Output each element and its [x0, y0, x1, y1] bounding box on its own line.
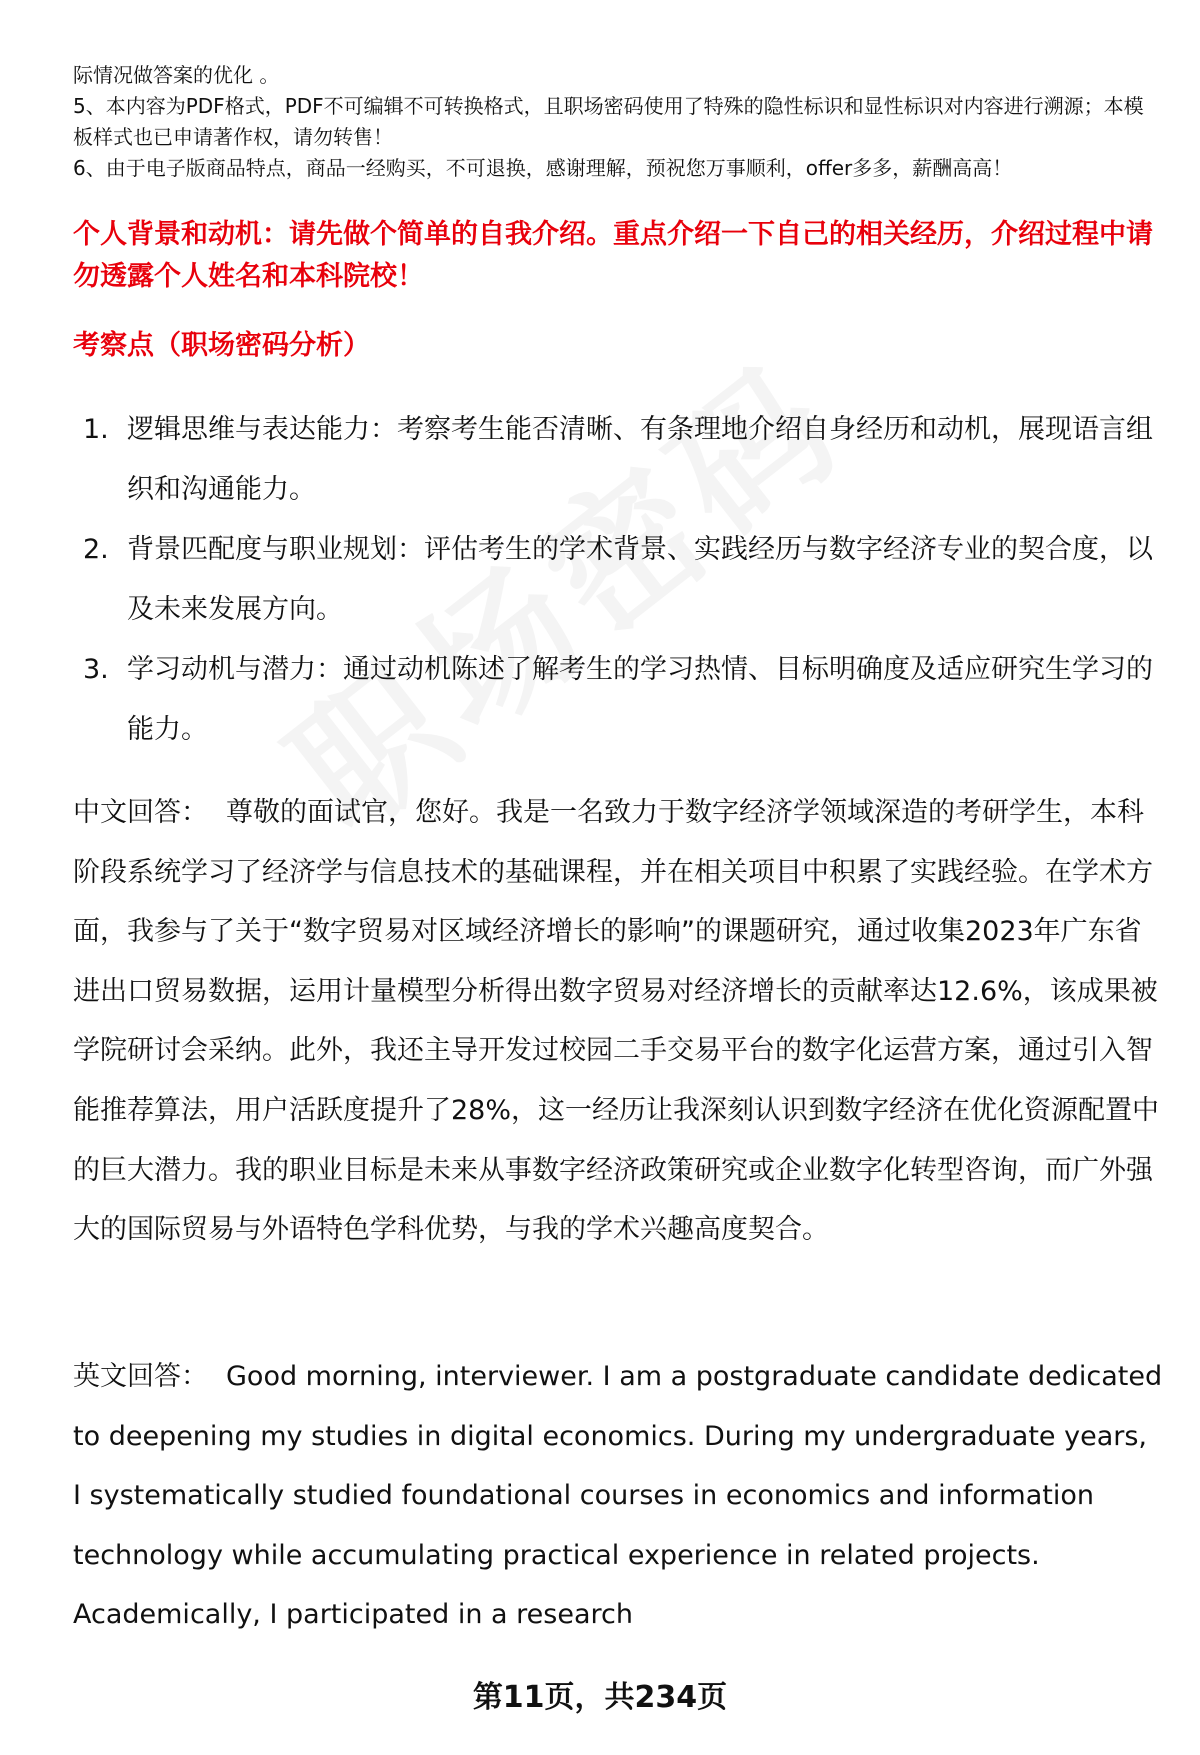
- list-item: [73, 400, 1163, 520]
- list-text: 逻辑思维与表达能力：考察考生能否清晰、有条理地介绍自身经历和动机，展现语言组织和沟通能力。: [127, 414, 1153, 505]
- english-answer-text: Good morning, interviewer. I am a postgraduate candidate dedicated to deepening my studies in digital economics. During my undergraduate years, I systematically studied foundational courses in economics and information technology while accumulating practical experience in related projects. Academically, I participated in a research: [73, 1361, 1163, 1631]
- background-heading: 个人背景和动机：请先做个简单的自我介绍。重点介绍一下自己的相关经历，介绍过程中请勿透露个人姓名和本科院校！: [73, 219, 1153, 292]
- list-item: [73, 640, 1163, 760]
- note-line: 际情况做答案的优化 。: [73, 63, 280, 87]
- assessment-points-list: [73, 400, 1163, 760]
- list-number: 3.: [83, 654, 109, 685]
- assessment-points-heading: 考察点（职场密码分析）: [73, 330, 370, 361]
- note-line: 5、本内容为PDF格式，PDF不可编辑不可转换格式，且职场密码使用了特殊的隐性标识和显性标识对内容进行溯源；本模板样式也已申请著作权，请勿转售！: [73, 94, 1144, 149]
- list-number: 2.: [83, 534, 109, 565]
- chinese-answer: [73, 783, 1163, 1260]
- chinese-answer-text: 尊敬的面试官，您好。我是一名致力于数字经济学领域深造的考研学生，本科阶段系统学习了经济学与信息技术的基础课程，并在相关项目中积累了实践经验。在学术方面，我参与了关于“数字贸易对区域经济增长的影响”的课题研究，通过收集2023年广东省进出口贸易数据，运用计量模型分析得出数字贸易对经济增长的贡献率达12.6%，该成果被学院研讨会采纳。此外，我还主导开发过校园二手交易平台的数字化运营方案，通过引入智能推荐算法，用户活跃度提升了28%，这一经历让我深刻认识到数字经济在优化资源配置中的巨大潜力。我的职业目标是未来从事数字经济政策研究或企业数字化转型咨询，而广外强大的国际贸易与外语特色学科优势，与我的学术兴趣高度契合。: [73, 797, 1160, 1246]
- chinese-answer-label: 中文回答：: [73, 797, 208, 828]
- list-number: 1.: [83, 414, 109, 445]
- english-answer: [73, 1347, 1163, 1645]
- english-answer-label: 英文回答：: [73, 1361, 208, 1392]
- note-line: 6、由于电子版商品特点，商品一经购买，不可退换，感谢理解，预祝您万事顺利，offer多多，薪酬高高！: [73, 156, 1013, 180]
- page-number: 第11页，共234页: [472, 1680, 728, 1715]
- list-text: 背景匹配度与职业规划：评估考生的学术背景、实践经历与数字经济专业的契合度，以及未来发展方向。: [127, 534, 1153, 625]
- notes-block: [73, 60, 1163, 184]
- list-item: [73, 520, 1163, 640]
- list-text: 学习动机与潜力：通过动机陈述了解考生的学习热情、目标明确度及适应研究生学习的能力。: [127, 654, 1153, 745]
